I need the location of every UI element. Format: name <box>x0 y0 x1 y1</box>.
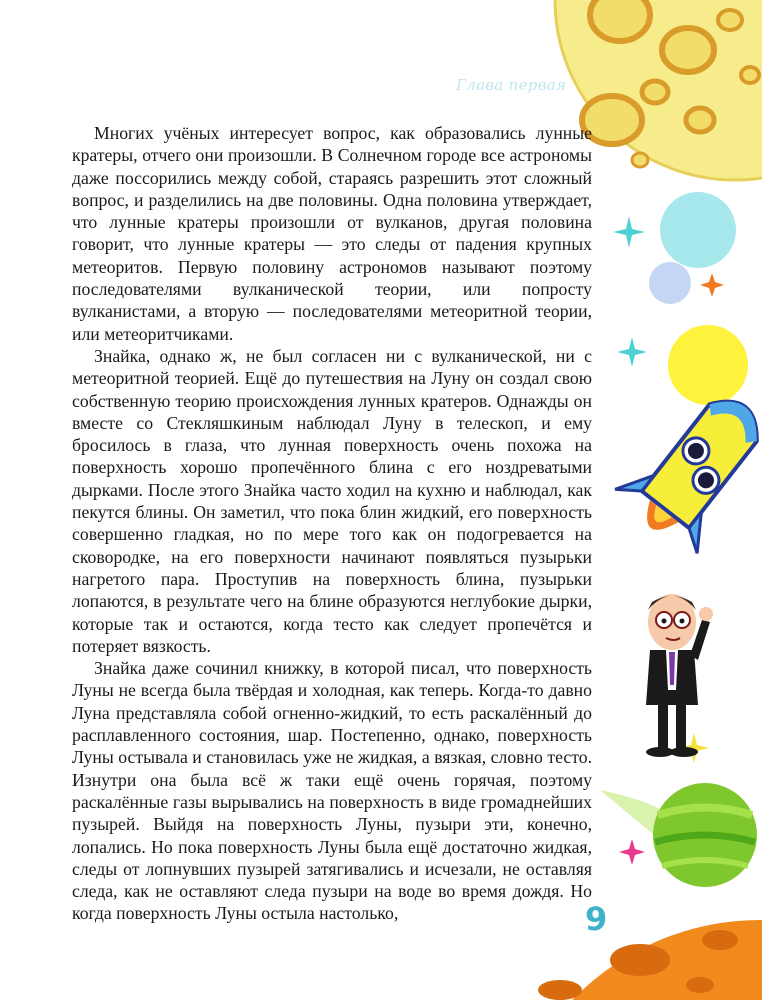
paragraph: Знайка даже сочинил книжку, в которой писал, что поверхность Луны не всегда была твёрдая и холодная, как теперь. Когда-то давно Луна представляла собой огненно-жидкий, то есть раскалённый до расплавленного состояния, шар. Постепенно, однако, поверхность Луны остывала и становилась уже не жидкая, а вязкая, словно тесто. Изнутри она была всё ж таки ещё очень горячая, поэтому раскалённые газы вырывались на поверхность в виде громаднейших пузырей. Выйдя на поверхность Луны, пузыри эти, конечно, лопались. Но пока поверхность Луны была ещё достаточно жидкая, следы от лопнувших пузырей затягивались и исчезали, не оставляя следа, как не оставляют следа пузыри на воде во время дождя. Но когда поверхность Луны остыла настолько, <box>72 658 592 924</box>
star-icon <box>613 216 645 248</box>
yellow-circle <box>668 325 748 405</box>
cartoon-man-illustration <box>646 594 713 757</box>
blue-circle <box>649 262 691 304</box>
star-icon <box>700 273 724 297</box>
chapter-title: Глава первая <box>456 76 567 94</box>
body-text <box>72 122 592 925</box>
green-planet-illustration <box>600 783 757 887</box>
rocket-illustration <box>610 375 762 560</box>
star-icon <box>619 839 645 865</box>
paragraph: Знайка, однако ж, не был согласен ни с вулканической, ни с метеоритной теорией. Ещё до путешествия на Луну он создал свою собственную теорию происхождения лунных кратеров. Однажды он вместе со Стекляшкиным наблюдал Луну в телескоп, и ему бросилось в глаза, что лунная поверхность очень похожа на поверхность хорошо пропечённого блина с его ноздреватыми дырками. После этого Знайка часто ходил на кухню и наблюдал, как пекутся блины. Он заметил, что пока блин жидкий, его поверхность совершенно гладкая, но по мере того как он подогревается на сковородке, на его поверхности начинают появляться пузырьки нагретого пара. Проступив на поверхность блина, пузырьки лопаются, в результате чего на блине образуются неглубокие дырки, которые так и остаются, когда тесто как следует пропечётся и потеряет вязкость. <box>72 345 592 656</box>
page-number: 9 <box>585 900 608 938</box>
orange-planet-illustration <box>500 920 762 1000</box>
paragraph: Многих учёных интересует вопрос, как образовались лунные кратеры, отчего они произошли. В Солнечном городе все астрономы даже поссорились между собой, стараясь разрешить этот сложный вопрос, и разделились на две половины. Одна половина утверждает, что лунные кратеры произошли от вулканов, другая половина говорит, что лунные кратеры — это следы от падения крупных метеоритов. Первую половину астрономов называют поэтому последователями вулканической теории, или попросту вулканистами, а вторую — последователями метеоритной теории, или метеоритчиками. <box>72 123 592 344</box>
cyan-circle <box>660 192 736 268</box>
star-icon <box>617 337 647 367</box>
